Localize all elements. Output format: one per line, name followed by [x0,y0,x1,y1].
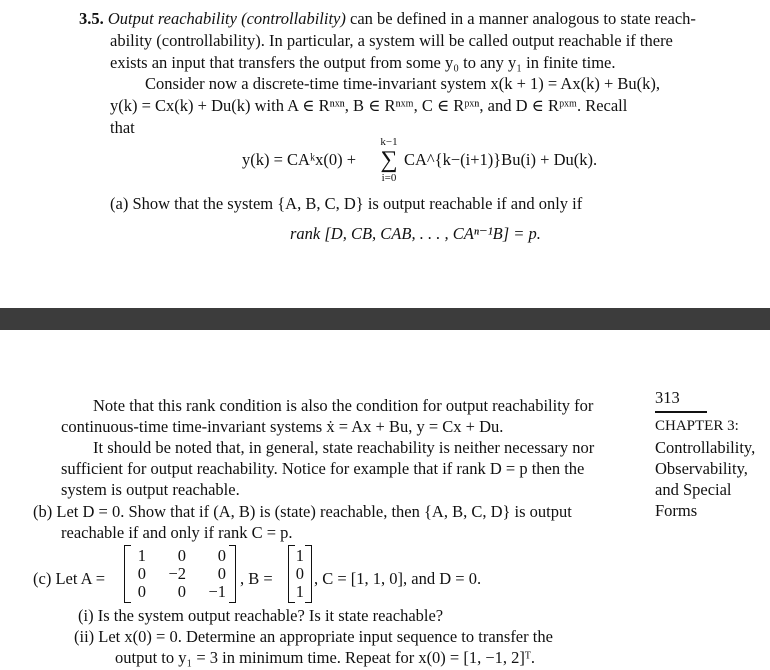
problem-text-line-5: y(k) = Cx(k) + Du(k) with A ∈ Rⁿˣⁿ, B ∈ Rⁿˣᵐ, C ∈ Rᵖˣⁿ, and D ∈ Rᵖˣᵐ. Recall [110,96,628,115]
matrix-b-cell: 1 [295,582,304,601]
sub-question-ii-line-2: output to y₁ = 3 in minimum time. Repeat for x(0) = [1, −1, 2]ᵀ. [115,648,536,667]
problem-title: Output reachability (controllability) [107,9,346,28]
chapter-title-line-4: Forms [655,501,698,520]
c-and-d-definition: , C = [1, 1, 0], and D = 0. [314,569,482,588]
sidebar-rule [655,411,707,413]
sub-question-i: (i) Is the system output reachable? Is it state reachable? [78,606,444,625]
matrix-a-cell: 0 [137,582,146,601]
part-a-text: (a) Show that the system {A, B, C, D} is output reachable if and only if [110,194,583,213]
sigma-symbol: ∑ [380,147,398,173]
problem-text-line-3: exists an input that transfers the output from some y₀ to any y₁ in finite time. [110,53,616,72]
remark-paragraph-line-2: sufficient for output reachability. Notice for example that if rank D = p then the [61,459,585,478]
chapter-label: CHAPTER 3: [655,418,739,434]
note-paragraph-line-2: continuous-time time-invariant systems ẋ = Ax + Bu, y = Cx + Du. [61,417,504,436]
equation-rhs: CA^{k−(i+1)}Bu(i) + Du(k). [404,150,598,169]
matrix-a-cell: −2 [168,564,186,583]
note-paragraph-line-1: Note that this rank condition is also the condition for output reachability for [93,396,594,415]
equation-lhs: y(k) = CAᵏx(0) + [242,150,357,169]
rank-condition: rank [D, CB, CAB, . . . , CAⁿ⁻¹B] = p. [290,224,541,243]
part-b-line-2: reachable if and only if rank C = p. [61,523,293,542]
part-b-line-1: (b) Let D = 0. Show that if (A, B) is (state) reachable, then {A, B, C, D} is output [33,502,572,521]
page-number: 313 [655,388,680,407]
chapter-title-line-3: and Special [655,480,732,499]
matrix-a-cell: 0 [137,564,146,583]
matrix-a-cell: −1 [208,582,226,601]
remark-paragraph-line-1: It should be noted that, in general, state reachability is neither necessary nor [93,438,595,457]
matrix-a-cell: 0 [177,582,186,601]
summation-lower-limit: i=0 [381,172,397,184]
problem-text-line-4: Consider now a discrete-time time-invariant system x(k + 1) = Ax(k) + Bu(k), [145,74,661,93]
remark-paragraph-line-3: system is output reachable. [61,480,240,499]
summation [376,136,402,184]
summation-upper-limit: k−1 [380,136,398,148]
matrix-b [288,545,312,603]
matrix-a-right-bracket [229,545,236,603]
sub-question-ii-line-1: (ii) Let x(0) = 0. Determine an appropriate input sequence to transfer the [74,627,553,646]
matrix-b-cell: 0 [295,564,304,583]
problem-text-line-1: can be defined in a manner analogous to state reach- [350,9,696,28]
chapter-title-line-1: Controllability, [655,438,756,457]
problem-text-line-6: that [110,118,135,137]
matrix-a-cell: 1 [137,546,146,565]
page-separator-band [0,308,770,330]
matrix-a-cell: 0 [217,546,226,565]
problem-number: 3.5. [79,9,104,28]
matrix-b-cell: 1 [295,546,304,565]
problem-heading-line [79,9,696,29]
matrix-a-cell: 0 [217,564,226,583]
part-c-label: (c) Let A = [33,569,106,588]
matrix-a-cell: 0 [177,546,186,565]
lower-page-excerpt [0,330,770,670]
upper-page-excerpt [0,0,770,308]
matrix-a [124,545,236,603]
b-label: , B = [240,569,273,588]
problem-text-line-2: ability (controllability). In particular, a system will be called output reachable if there [110,31,673,50]
chapter-title-line-2: Observability, [655,459,748,478]
matrix-b-right-bracket [305,545,312,603]
